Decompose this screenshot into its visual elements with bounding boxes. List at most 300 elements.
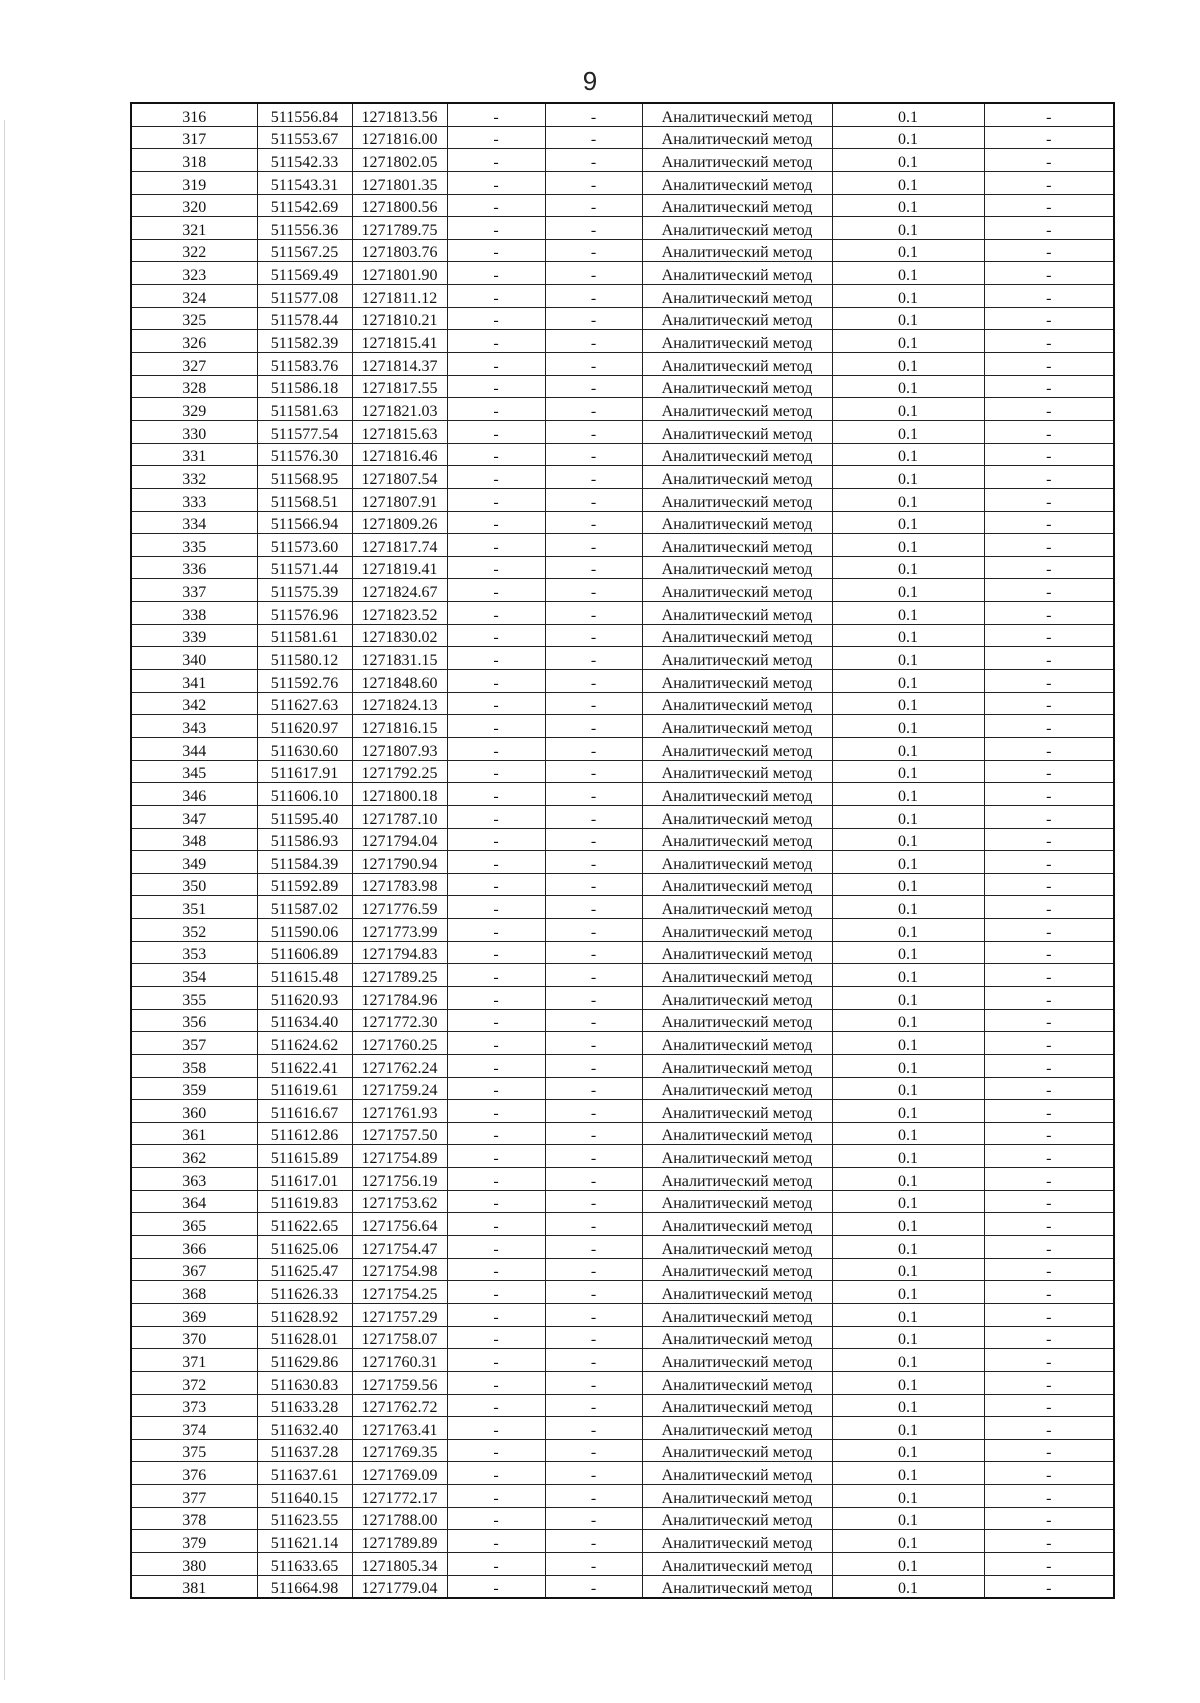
table-row xyxy=(131,1213,1114,1236)
method-cell: Аналитический метод xyxy=(642,851,832,874)
dash-cell: - xyxy=(447,1236,545,1259)
x-coordinate-cell: 511620.93 xyxy=(257,986,352,1009)
accuracy-cell: 0.1 xyxy=(832,488,984,511)
accuracy-cell: 0.1 xyxy=(832,919,984,942)
dash-cell: - xyxy=(447,602,545,625)
x-coordinate-cell: 511576.96 xyxy=(257,602,352,625)
dash-cell: - xyxy=(545,488,642,511)
dash-cell: - xyxy=(984,307,1114,330)
dash-cell: - xyxy=(545,556,642,579)
x-coordinate-cell: 511568.95 xyxy=(257,466,352,489)
y-coordinate-cell: 1271784.96 xyxy=(352,986,447,1009)
accuracy-cell: 0.1 xyxy=(832,103,984,126)
x-coordinate-cell: 511592.89 xyxy=(257,873,352,896)
dash-cell: - xyxy=(984,964,1114,987)
y-coordinate-cell: 1271792.25 xyxy=(352,760,447,783)
dash-cell: - xyxy=(545,262,642,285)
y-coordinate-cell: 1271776.59 xyxy=(352,896,447,919)
y-coordinate-cell: 1271801.90 xyxy=(352,262,447,285)
y-coordinate-cell: 1271757.29 xyxy=(352,1303,447,1326)
dash-cell: - xyxy=(447,1190,545,1213)
dash-cell: - xyxy=(545,1439,642,1462)
dash-cell: - xyxy=(984,1394,1114,1417)
dash-cell: - xyxy=(984,1530,1114,1553)
accuracy-cell: 0.1 xyxy=(832,1326,984,1349)
point-number-cell: 335 xyxy=(131,534,257,557)
dash-cell: - xyxy=(447,1417,545,1440)
x-coordinate-cell: 511595.40 xyxy=(257,805,352,828)
method-cell: Аналитический метод xyxy=(642,126,832,149)
method-cell: Аналитический метод xyxy=(642,760,832,783)
dash-cell: - xyxy=(545,670,642,693)
dash-cell: - xyxy=(447,624,545,647)
dash-cell: - xyxy=(447,149,545,172)
point-number-cell: 365 xyxy=(131,1213,257,1236)
method-cell: Аналитический метод xyxy=(642,602,832,625)
accuracy-cell: 0.1 xyxy=(832,1553,984,1576)
dash-cell: - xyxy=(447,1054,545,1077)
table-row xyxy=(131,1281,1114,1304)
method-cell: Аналитический метод xyxy=(642,896,832,919)
dash-cell: - xyxy=(545,1371,642,1394)
dash-cell: - xyxy=(545,805,642,828)
method-cell: Аналитический метод xyxy=(642,805,832,828)
dash-cell: - xyxy=(984,941,1114,964)
table-row xyxy=(131,1122,1114,1145)
dash-cell: - xyxy=(545,466,642,489)
table-row xyxy=(131,1349,1114,1372)
scan-edge-line xyxy=(4,120,5,1680)
dash-cell: - xyxy=(984,783,1114,806)
point-number-cell: 349 xyxy=(131,851,257,874)
dash-cell: - xyxy=(984,466,1114,489)
x-coordinate-cell: 511542.33 xyxy=(257,149,352,172)
x-coordinate-cell: 511567.25 xyxy=(257,239,352,262)
table-row xyxy=(131,217,1114,240)
dash-cell: - xyxy=(984,1168,1114,1191)
point-number-cell: 354 xyxy=(131,964,257,987)
dash-cell: - xyxy=(984,1507,1114,1530)
method-cell: Аналитический метод xyxy=(642,1281,832,1304)
accuracy-cell: 0.1 xyxy=(832,941,984,964)
dash-cell: - xyxy=(447,488,545,511)
dash-cell: - xyxy=(984,670,1114,693)
accuracy-cell: 0.1 xyxy=(832,986,984,1009)
accuracy-cell: 0.1 xyxy=(832,783,984,806)
dash-cell: - xyxy=(447,941,545,964)
method-cell: Аналитический метод xyxy=(642,511,832,534)
accuracy-cell: 0.1 xyxy=(832,1462,984,1485)
y-coordinate-cell: 1271788.00 xyxy=(352,1507,447,1530)
method-cell: Аналитический метод xyxy=(642,1485,832,1508)
accuracy-cell: 0.1 xyxy=(832,556,984,579)
accuracy-cell: 0.1 xyxy=(832,1417,984,1440)
y-coordinate-cell: 1271800.56 xyxy=(352,194,447,217)
accuracy-cell: 0.1 xyxy=(832,896,984,919)
coordinates-table xyxy=(130,102,1115,1599)
dash-cell: - xyxy=(545,1417,642,1440)
y-coordinate-cell: 1271754.89 xyxy=(352,1145,447,1168)
y-coordinate-cell: 1271754.98 xyxy=(352,1258,447,1281)
point-number-cell: 376 xyxy=(131,1462,257,1485)
dash-cell: - xyxy=(545,1258,642,1281)
table-row xyxy=(131,828,1114,851)
method-cell: Аналитический метод xyxy=(642,353,832,376)
point-number-cell: 319 xyxy=(131,171,257,194)
dash-cell: - xyxy=(447,1439,545,1462)
table-row xyxy=(131,805,1114,828)
y-coordinate-cell: 1271848.60 xyxy=(352,670,447,693)
dash-cell: - xyxy=(447,1145,545,1168)
dash-cell: - xyxy=(545,1009,642,1032)
x-coordinate-cell: 511556.84 xyxy=(257,103,352,126)
accuracy-cell: 0.1 xyxy=(832,873,984,896)
point-number-cell: 341 xyxy=(131,670,257,693)
accuracy-cell: 0.1 xyxy=(832,692,984,715)
point-number-cell: 327 xyxy=(131,353,257,376)
table-row xyxy=(131,873,1114,896)
dash-cell: - xyxy=(984,1213,1114,1236)
dash-cell: - xyxy=(545,1507,642,1530)
x-coordinate-cell: 511626.33 xyxy=(257,1281,352,1304)
dash-cell: - xyxy=(545,602,642,625)
table-row xyxy=(131,1575,1114,1598)
dash-cell: - xyxy=(984,1100,1114,1123)
accuracy-cell: 0.1 xyxy=(832,307,984,330)
dash-cell: - xyxy=(984,488,1114,511)
accuracy-cell: 0.1 xyxy=(832,353,984,376)
dash-cell: - xyxy=(984,443,1114,466)
accuracy-cell: 0.1 xyxy=(832,443,984,466)
method-cell: Аналитический метод xyxy=(642,579,832,602)
y-coordinate-cell: 1271801.35 xyxy=(352,171,447,194)
accuracy-cell: 0.1 xyxy=(832,851,984,874)
method-cell: Аналитический метод xyxy=(642,1326,832,1349)
dash-cell: - xyxy=(545,1122,642,1145)
y-coordinate-cell: 1271762.24 xyxy=(352,1054,447,1077)
table-row xyxy=(131,285,1114,308)
dash-cell: - xyxy=(447,511,545,534)
dash-cell: - xyxy=(447,103,545,126)
x-coordinate-cell: 511580.12 xyxy=(257,647,352,670)
dash-cell: - xyxy=(545,941,642,964)
dash-cell: - xyxy=(447,285,545,308)
accuracy-cell: 0.1 xyxy=(832,1575,984,1598)
dash-cell: - xyxy=(545,1462,642,1485)
x-coordinate-cell: 511623.55 xyxy=(257,1507,352,1530)
dash-cell: - xyxy=(545,330,642,353)
method-cell: Аналитический метод xyxy=(642,1122,832,1145)
point-number-cell: 369 xyxy=(131,1303,257,1326)
table-row xyxy=(131,647,1114,670)
dash-cell: - xyxy=(984,194,1114,217)
accuracy-cell: 0.1 xyxy=(832,466,984,489)
table-row xyxy=(131,1417,1114,1440)
table-row xyxy=(131,1168,1114,1191)
dash-cell: - xyxy=(447,919,545,942)
point-number-cell: 324 xyxy=(131,285,257,308)
dash-cell: - xyxy=(984,1575,1114,1598)
dash-cell: - xyxy=(984,805,1114,828)
table-row xyxy=(131,330,1114,353)
method-cell: Аналитический метод xyxy=(642,692,832,715)
y-coordinate-cell: 1271787.10 xyxy=(352,805,447,828)
method-cell: Аналитический метод xyxy=(642,1530,832,1553)
accuracy-cell: 0.1 xyxy=(832,375,984,398)
point-number-cell: 347 xyxy=(131,805,257,828)
dash-cell: - xyxy=(447,647,545,670)
table-row xyxy=(131,534,1114,557)
y-coordinate-cell: 1271772.30 xyxy=(352,1009,447,1032)
dash-cell: - xyxy=(447,262,545,285)
dash-cell: - xyxy=(984,692,1114,715)
method-cell: Аналитический метод xyxy=(642,1213,832,1236)
point-number-cell: 340 xyxy=(131,647,257,670)
method-cell: Аналитический метод xyxy=(642,1032,832,1055)
point-number-cell: 325 xyxy=(131,307,257,330)
table-row xyxy=(131,466,1114,489)
dash-cell: - xyxy=(447,307,545,330)
dash-cell: - xyxy=(984,919,1114,942)
dash-cell: - xyxy=(447,1281,545,1304)
dash-cell: - xyxy=(447,1326,545,1349)
dash-cell: - xyxy=(984,103,1114,126)
dash-cell: - xyxy=(447,353,545,376)
dash-cell: - xyxy=(447,715,545,738)
dash-cell: - xyxy=(447,828,545,851)
point-number-cell: 346 xyxy=(131,783,257,806)
table-row xyxy=(131,1100,1114,1123)
dash-cell: - xyxy=(447,1168,545,1191)
x-coordinate-cell: 511543.31 xyxy=(257,171,352,194)
y-coordinate-cell: 1271760.31 xyxy=(352,1349,447,1372)
table-row xyxy=(131,1462,1114,1485)
y-coordinate-cell: 1271816.15 xyxy=(352,715,447,738)
x-coordinate-cell: 511617.01 xyxy=(257,1168,352,1191)
point-number-cell: 374 xyxy=(131,1417,257,1440)
point-number-cell: 332 xyxy=(131,466,257,489)
point-number-cell: 323 xyxy=(131,262,257,285)
point-number-cell: 358 xyxy=(131,1054,257,1077)
point-number-cell: 318 xyxy=(131,149,257,172)
dash-cell: - xyxy=(447,443,545,466)
accuracy-cell: 0.1 xyxy=(832,1190,984,1213)
point-number-cell: 331 xyxy=(131,443,257,466)
dash-cell: - xyxy=(545,1077,642,1100)
dash-cell: - xyxy=(984,1439,1114,1462)
table-row xyxy=(131,1258,1114,1281)
dash-cell: - xyxy=(984,828,1114,851)
point-number-cell: 316 xyxy=(131,103,257,126)
dash-cell: - xyxy=(545,1054,642,1077)
dash-cell: - xyxy=(447,1507,545,1530)
dash-cell: - xyxy=(545,579,642,602)
page-number: 9 xyxy=(582,66,598,96)
dash-cell: - xyxy=(984,602,1114,625)
accuracy-cell: 0.1 xyxy=(832,171,984,194)
dash-cell: - xyxy=(984,1122,1114,1145)
y-coordinate-cell: 1271763.41 xyxy=(352,1417,447,1440)
point-number-cell: 321 xyxy=(131,217,257,240)
y-coordinate-cell: 1271830.02 xyxy=(352,624,447,647)
y-coordinate-cell: 1271761.93 xyxy=(352,1100,447,1123)
y-coordinate-cell: 1271794.83 xyxy=(352,941,447,964)
y-coordinate-cell: 1271754.25 xyxy=(352,1281,447,1304)
table-row xyxy=(131,919,1114,942)
x-coordinate-cell: 511576.30 xyxy=(257,443,352,466)
table-row xyxy=(131,511,1114,534)
dash-cell: - xyxy=(447,1077,545,1100)
table-row xyxy=(131,262,1114,285)
y-coordinate-cell: 1271756.64 xyxy=(352,1213,447,1236)
point-number-cell: 368 xyxy=(131,1281,257,1304)
dash-cell: - xyxy=(447,1349,545,1372)
table-row xyxy=(131,488,1114,511)
x-coordinate-cell: 511633.65 xyxy=(257,1553,352,1576)
table-row xyxy=(131,624,1114,647)
dash-cell: - xyxy=(447,896,545,919)
dash-cell: - xyxy=(447,375,545,398)
dash-cell: - xyxy=(447,1100,545,1123)
method-cell: Аналитический метод xyxy=(642,1439,832,1462)
dash-cell: - xyxy=(447,986,545,1009)
y-coordinate-cell: 1271790.94 xyxy=(352,851,447,874)
point-number-cell: 371 xyxy=(131,1349,257,1372)
dash-cell: - xyxy=(545,1530,642,1553)
method-cell: Аналитический метод xyxy=(642,1236,832,1259)
x-coordinate-cell: 511581.63 xyxy=(257,398,352,421)
dash-cell: - xyxy=(984,1303,1114,1326)
dash-cell: - xyxy=(545,1190,642,1213)
method-cell: Аналитический метод xyxy=(642,149,832,172)
point-number-cell: 336 xyxy=(131,556,257,579)
x-coordinate-cell: 511622.65 xyxy=(257,1213,352,1236)
table-row xyxy=(131,307,1114,330)
accuracy-cell: 0.1 xyxy=(832,1054,984,1077)
x-coordinate-cell: 511633.28 xyxy=(257,1394,352,1417)
method-cell: Аналитический метод xyxy=(642,1303,832,1326)
method-cell: Аналитический метод xyxy=(642,307,832,330)
y-coordinate-cell: 1271757.50 xyxy=(352,1122,447,1145)
y-coordinate-cell: 1271824.67 xyxy=(352,579,447,602)
dash-cell: - xyxy=(447,1553,545,1576)
dash-cell: - xyxy=(545,647,642,670)
y-coordinate-cell: 1271817.74 xyxy=(352,534,447,557)
accuracy-cell: 0.1 xyxy=(832,828,984,851)
dash-cell: - xyxy=(545,1032,642,1055)
y-coordinate-cell: 1271813.56 xyxy=(352,103,447,126)
point-number-cell: 367 xyxy=(131,1258,257,1281)
method-cell: Аналитический метод xyxy=(642,443,832,466)
x-coordinate-cell: 511577.08 xyxy=(257,285,352,308)
dash-cell: - xyxy=(545,420,642,443)
x-coordinate-cell: 511582.39 xyxy=(257,330,352,353)
dash-cell: - xyxy=(984,1236,1114,1259)
dash-cell: - xyxy=(984,851,1114,874)
method-cell: Аналитический метод xyxy=(642,171,832,194)
x-coordinate-cell: 511625.06 xyxy=(257,1236,352,1259)
dash-cell: - xyxy=(447,783,545,806)
accuracy-cell: 0.1 xyxy=(832,1236,984,1259)
table-row xyxy=(131,941,1114,964)
method-cell: Аналитический метод xyxy=(642,986,832,1009)
dash-cell: - xyxy=(545,1145,642,1168)
x-coordinate-cell: 511630.60 xyxy=(257,737,352,760)
point-number-cell: 377 xyxy=(131,1485,257,1508)
table-body xyxy=(131,103,1114,1598)
y-coordinate-cell: 1271759.24 xyxy=(352,1077,447,1100)
method-cell: Аналитический метод xyxy=(642,828,832,851)
table-row xyxy=(131,103,1114,126)
dash-cell: - xyxy=(447,1485,545,1508)
dash-cell: - xyxy=(984,171,1114,194)
method-cell: Аналитический метод xyxy=(642,239,832,262)
dash-cell: - xyxy=(545,194,642,217)
y-coordinate-cell: 1271789.89 xyxy=(352,1530,447,1553)
point-number-cell: 322 xyxy=(131,239,257,262)
accuracy-cell: 0.1 xyxy=(832,1077,984,1100)
x-coordinate-cell: 511629.86 xyxy=(257,1349,352,1372)
dash-cell: - xyxy=(984,1190,1114,1213)
dash-cell: - xyxy=(545,1326,642,1349)
method-cell: Аналитический метод xyxy=(642,1417,832,1440)
y-coordinate-cell: 1271823.52 xyxy=(352,602,447,625)
dash-cell: - xyxy=(545,375,642,398)
method-cell: Аналитический метод xyxy=(642,1462,832,1485)
dash-cell: - xyxy=(545,1100,642,1123)
dash-cell: - xyxy=(447,1032,545,1055)
point-number-cell: 366 xyxy=(131,1236,257,1259)
dash-cell: - xyxy=(545,1394,642,1417)
method-cell: Аналитический метод xyxy=(642,1349,832,1372)
dash-cell: - xyxy=(447,579,545,602)
y-coordinate-cell: 1271831.15 xyxy=(352,647,447,670)
dash-cell: - xyxy=(984,353,1114,376)
x-coordinate-cell: 511628.01 xyxy=(257,1326,352,1349)
dash-cell: - xyxy=(447,556,545,579)
table-row xyxy=(131,986,1114,1009)
accuracy-cell: 0.1 xyxy=(832,647,984,670)
dash-cell: - xyxy=(984,1417,1114,1440)
point-number-cell: 360 xyxy=(131,1100,257,1123)
accuracy-cell: 0.1 xyxy=(832,262,984,285)
point-number-cell: 329 xyxy=(131,398,257,421)
y-coordinate-cell: 1271821.03 xyxy=(352,398,447,421)
table-row xyxy=(131,579,1114,602)
method-cell: Аналитический метод xyxy=(642,1190,832,1213)
method-cell: Аналитический метод xyxy=(642,1507,832,1530)
method-cell: Аналитический метод xyxy=(642,330,832,353)
y-coordinate-cell: 1271769.35 xyxy=(352,1439,447,1462)
dash-cell: - xyxy=(545,353,642,376)
y-coordinate-cell: 1271815.63 xyxy=(352,420,447,443)
table-row xyxy=(131,1507,1114,1530)
table-row xyxy=(131,1145,1114,1168)
dash-cell: - xyxy=(545,1485,642,1508)
table-row xyxy=(131,420,1114,443)
y-coordinate-cell: 1271816.00 xyxy=(352,126,447,149)
dash-cell: - xyxy=(984,330,1114,353)
point-number-cell: 375 xyxy=(131,1439,257,1462)
x-coordinate-cell: 511592.76 xyxy=(257,670,352,693)
dash-cell: - xyxy=(984,126,1114,149)
table-row xyxy=(131,375,1114,398)
accuracy-cell: 0.1 xyxy=(832,217,984,240)
dash-cell: - xyxy=(545,760,642,783)
method-cell: Аналитический метод xyxy=(642,783,832,806)
point-number-cell: 330 xyxy=(131,420,257,443)
table-row xyxy=(131,602,1114,625)
